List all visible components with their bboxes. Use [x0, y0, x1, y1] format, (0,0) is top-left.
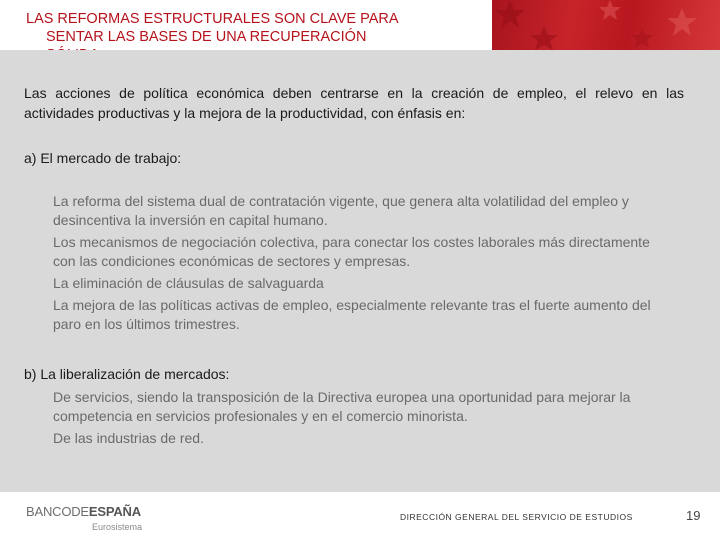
list-item: De servicios, siendo la transposición de la Directiva europea una oportunidad para mejorar la competencia en servicios profesionales y en el comercio minorista.	[53, 389, 631, 424]
logo-subtitle: Eurosistema	[92, 522, 143, 532]
section-b-heading: b) La liberalización de mercados:	[24, 366, 230, 382]
banco-de-espana-logo	[26, 504, 141, 519]
footer	[0, 492, 720, 540]
department-label: DIRECCIÓN GENERAL DEL SERVICIO DE ESTUDIOS	[400, 512, 633, 522]
logo-part-2: DE	[71, 504, 89, 519]
list-item: La mejora de las políticas activas de empleo, especialmente relevante tras el fuerte aumento del paro en los últimos trimestres.	[53, 297, 651, 332]
section-a-list	[53, 192, 673, 337]
eu-flag-banner	[492, 0, 720, 50]
logo-part-1: BANCO	[26, 504, 72, 519]
title-line-2: SENTAR LAS BASES DE UNA RECUPERACIÓN	[46, 29, 367, 45]
list-item: De las industrias de red.	[53, 430, 204, 446]
section-b-list	[53, 388, 673, 451]
list-item: Los mecanismos de negociación colectiva, para conectar los costes laborales más directamente con las condiciones económicas de sectores y empresas.	[53, 234, 650, 269]
section-a-heading: a) El mercado de trabajo:	[24, 150, 182, 166]
intro-paragraph: Las acciones de política económica deben centrarse en la creación de empleo, el relevo en las actividades productivas y la mejora de la productividad, con énfasis en:	[24, 85, 684, 121]
page-number: 19	[686, 508, 701, 523]
star-pattern-icon	[492, 0, 720, 50]
logo-part-3: ESPAÑA	[88, 504, 141, 519]
list-item: La reforma del sistema dual de contratación vigente, que genera alta volatilidad del empleo y desincentiva la inversión en capital humano.	[53, 193, 629, 228]
title-line-1: LAS REFORMAS ESTRUCTURALES SON CLAVE PARA	[26, 11, 399, 27]
list-item: La eliminación de cláusulas de salvaguarda	[53, 275, 324, 291]
header-band	[0, 0, 720, 50]
